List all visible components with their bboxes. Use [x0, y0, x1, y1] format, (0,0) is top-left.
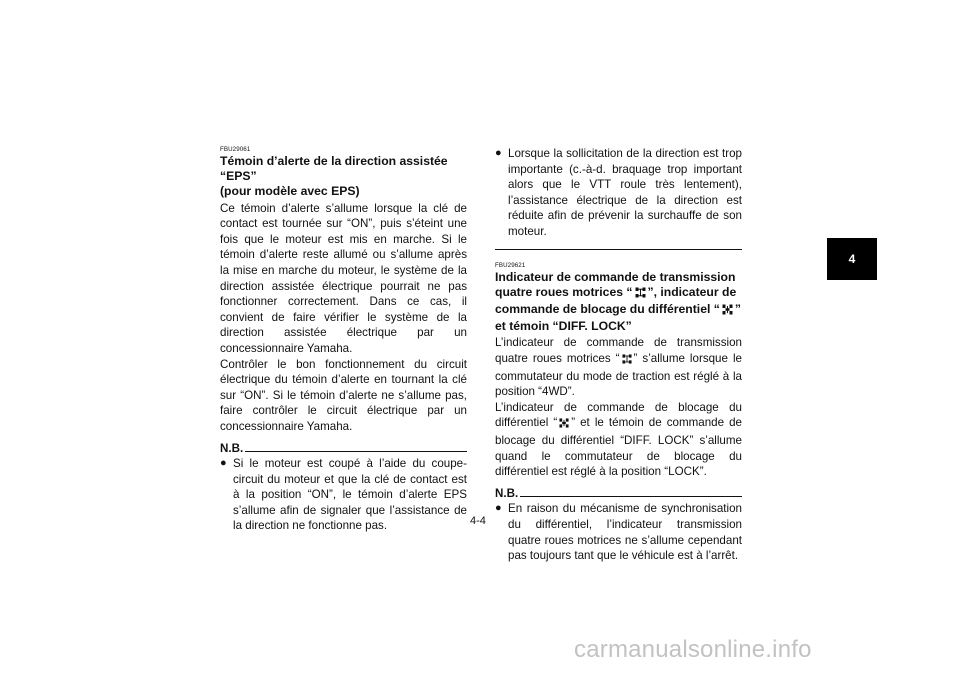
four-wheel-drive-icon — [622, 353, 632, 369]
para2-part-b: ” et le témoin de commande de blocage du différentiel “DIFF. LOCK” s’allume quand le commutateur de blocage du différentiel est réglé à la position “LOCK”. — [495, 416, 742, 479]
para1-part-b: ” s’allume lorsque le commutateur du mode de traction est réglé à la position “4WD”. — [495, 351, 742, 399]
para2-part-a: L’indicateur de commande de blocage du différentiel “ — [495, 400, 742, 430]
nb-header — [220, 441, 467, 457]
nb-bullet-text: Si le moteur est coupé à l’aide du coupe-circuit du moteur et que la clé de contact est à la position “ON”, le témoin d’alerte EPS s’allume afin de signaler que l’assistance de la direction ne fonctionne pas. — [233, 457, 467, 533]
eps-title-line1: Témoin d’alerte de la direction assistée “EPS” — [220, 154, 448, 184]
nb-label: N.B. — [220, 441, 244, 455]
nb-bullet-item — [495, 501, 742, 563]
section-code: FBU29621 — [495, 261, 526, 269]
title-part-c: ” et témoin “DIFF. LOCK” — [495, 301, 741, 334]
nb-divider — [245, 450, 467, 452]
bullet-icon: ● — [495, 502, 502, 515]
eps-paragraph-2: Contrôler le bon fonctionnement du circuit électrique du témoin d’alerte en tournant la clé sur “ON”. Si le témoin d’alerte ne s’allume pas, faire contrôler le circuit électrique par un concessionnaire Yamaha. — [220, 357, 467, 433]
nb-bullet-text: En raison du mécanisme de synchronisation du différentiel, l’indicateur transmission quatre roues motrices ne s’allume cependant pas toujours tant que le véhicule est à l’arrêt. — [508, 502, 742, 563]
eps-section-title — [220, 154, 467, 200]
page-number: 4-4 — [470, 515, 486, 527]
steering-bullet-text: Lorsque la sollicitation de la direction est trop importante (c.-à-d. braquage trop important alors que le VTT roule très lentement), l’assistance électrique de la direction est réduite afin de prévenir la surchauffe de son moteur. — [508, 147, 742, 238]
diff-lock-icon — [559, 417, 569, 433]
nb-label: N.B. — [495, 486, 519, 500]
section-code: FBU29061 — [220, 146, 251, 153]
bullet-icon: ● — [495, 147, 502, 159]
nb-divider — [520, 495, 742, 497]
bullet-icon: ● — [220, 457, 227, 470]
diff-lock-icon — [722, 304, 733, 319]
eps-paragraph-1: Ce témoin d’alerte s’allume lorsque la clé de contact est tournée sur “ON”, puis s’éteint une fois que le moteur est mis en marche. Si le témoin d’alerte reste allumé ou s’allume après la mise en marche du moteur, le système de la direction assistée électrique pourrait ne pas fonctionner correctement. Dans ce cas, il convient de faire vérifier le système de la direction assistée électrique par un concessionnaire Yamaha. — [220, 201, 467, 355]
para1-part-a: L’indicateur de commande de transmission quatre roues motrices “ — [495, 336, 742, 365]
steering-bullet-item — [495, 146, 742, 240]
eps-title-line2: (pour modèle avec EPS) — [220, 184, 360, 199]
right-column — [495, 146, 742, 564]
four-wheel-drive-icon — [635, 287, 646, 302]
nb-bullet-item — [220, 456, 467, 534]
left-column — [220, 146, 467, 534]
title-part-a: Indicateur de commande de transmission quatre roues motrices “ — [495, 269, 736, 299]
section-divider — [495, 249, 742, 250]
4wd-section-title — [495, 270, 742, 335]
4wd-paragraph-2 — [495, 400, 742, 480]
chapter-tab: 4 — [827, 238, 877, 280]
watermark: carmanualsonline.info — [574, 636, 812, 663]
title-part-b: ”, indicateur de commande de blocage du différentiel “ — [495, 284, 737, 316]
nb-header — [495, 486, 742, 502]
4wd-paragraph-1 — [495, 335, 742, 399]
